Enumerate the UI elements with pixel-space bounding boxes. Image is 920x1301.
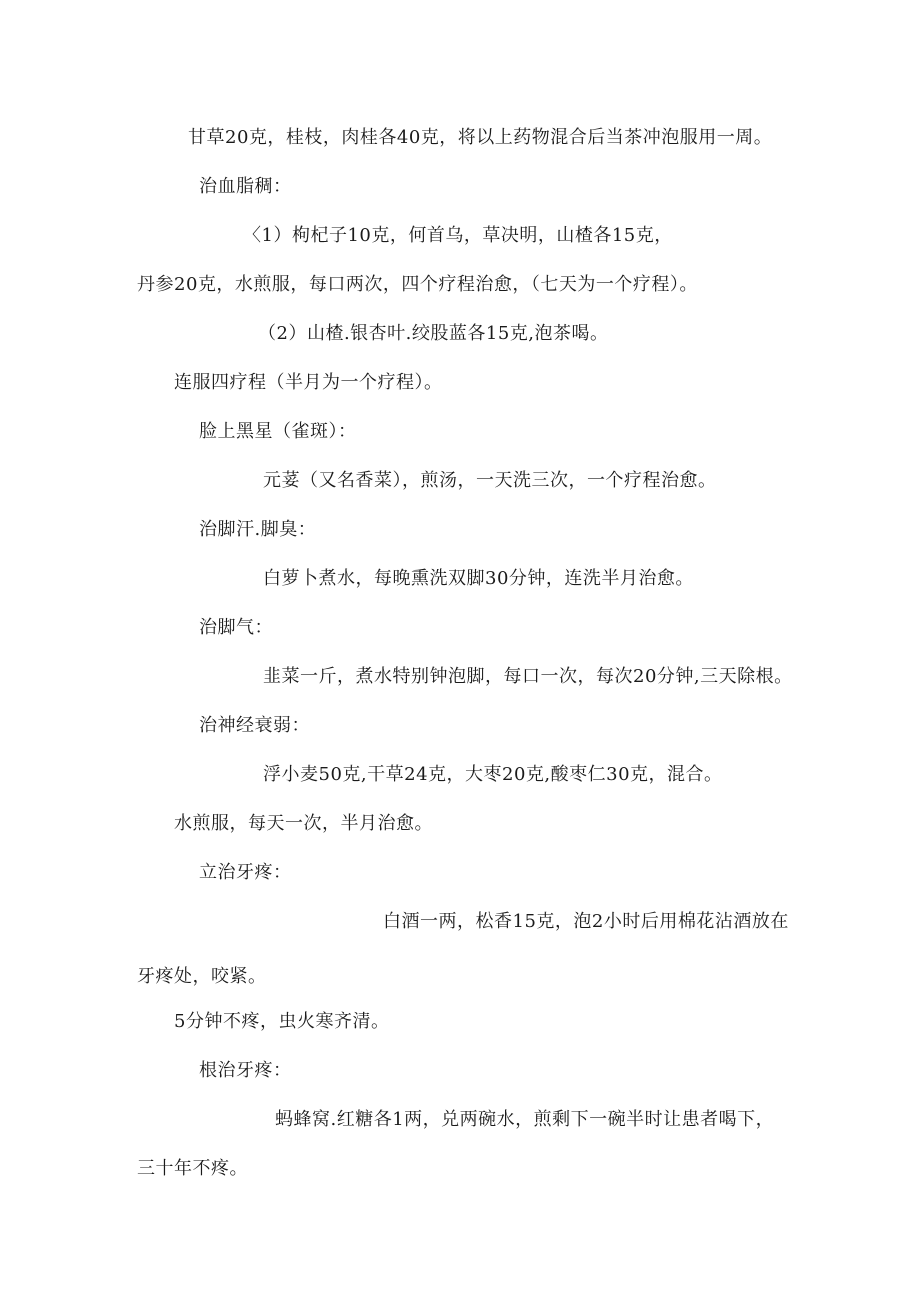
text-line: 元荽（又名香菜），煎汤，一天洗三次，一个疗程治愈。: [263, 470, 717, 491]
text-line: 连服四疗程（半月为一个疗程）。: [174, 372, 443, 393]
text-line: 水煎服，每天一次，半月治愈。: [174, 813, 433, 834]
section-heading: 治血脂稠：: [199, 176, 292, 197]
section-heading: 立治牙疼：: [199, 862, 292, 883]
text-line: 甘草20克，桂枝，肉桂各40克，将以上药物混合后当茶冲泡服用一周。: [188, 127, 773, 148]
text-line: 白萝卜煮水，每晚熏洗双脚30分钟，连洗半月治愈。: [263, 568, 694, 589]
text-line: 蚂蜂窝.红糖各1两，兑两碗水，煎剩下一碗半时让患者喝下，: [275, 1109, 775, 1130]
text-line: 〈1）枸杞子10克，何首乌，草决明，山楂各15克，: [243, 225, 673, 246]
text-line: 韭菜一斤，煮水特别钟泡脚，每口一次，每次20分钟,三天除根。: [263, 666, 793, 687]
text-line: 丹参20克，水煎服，每口两次，四个疗程治愈，（七天为一个疗程）。: [137, 274, 698, 295]
text-line: 三十年不疼。: [137, 1158, 248, 1179]
section-heading: 脸上黑星（雀斑）：: [199, 421, 357, 442]
text-line: 白酒一两，松香15克，泡2小时后用棉花沾酒放在: [383, 911, 789, 932]
section-heading: 治脚汗.脚臭：: [199, 519, 317, 540]
text-line: 5分钟不疼，虫火寒齐清。: [174, 1011, 390, 1032]
section-heading: 根治牙疼：: [199, 1060, 292, 1081]
text-line: 浮小麦50克,干草24克，大枣20克,酸枣仁30克，混合。: [263, 764, 723, 785]
text-line: （2）山楂.银杏叶.绞股蓝各15克,泡茶喝。: [258, 323, 609, 344]
text-line: 牙疼处，咬紧。: [137, 966, 267, 987]
section-heading: 治神经衰弱：: [199, 715, 310, 736]
section-heading: 治脚气：: [199, 617, 273, 638]
